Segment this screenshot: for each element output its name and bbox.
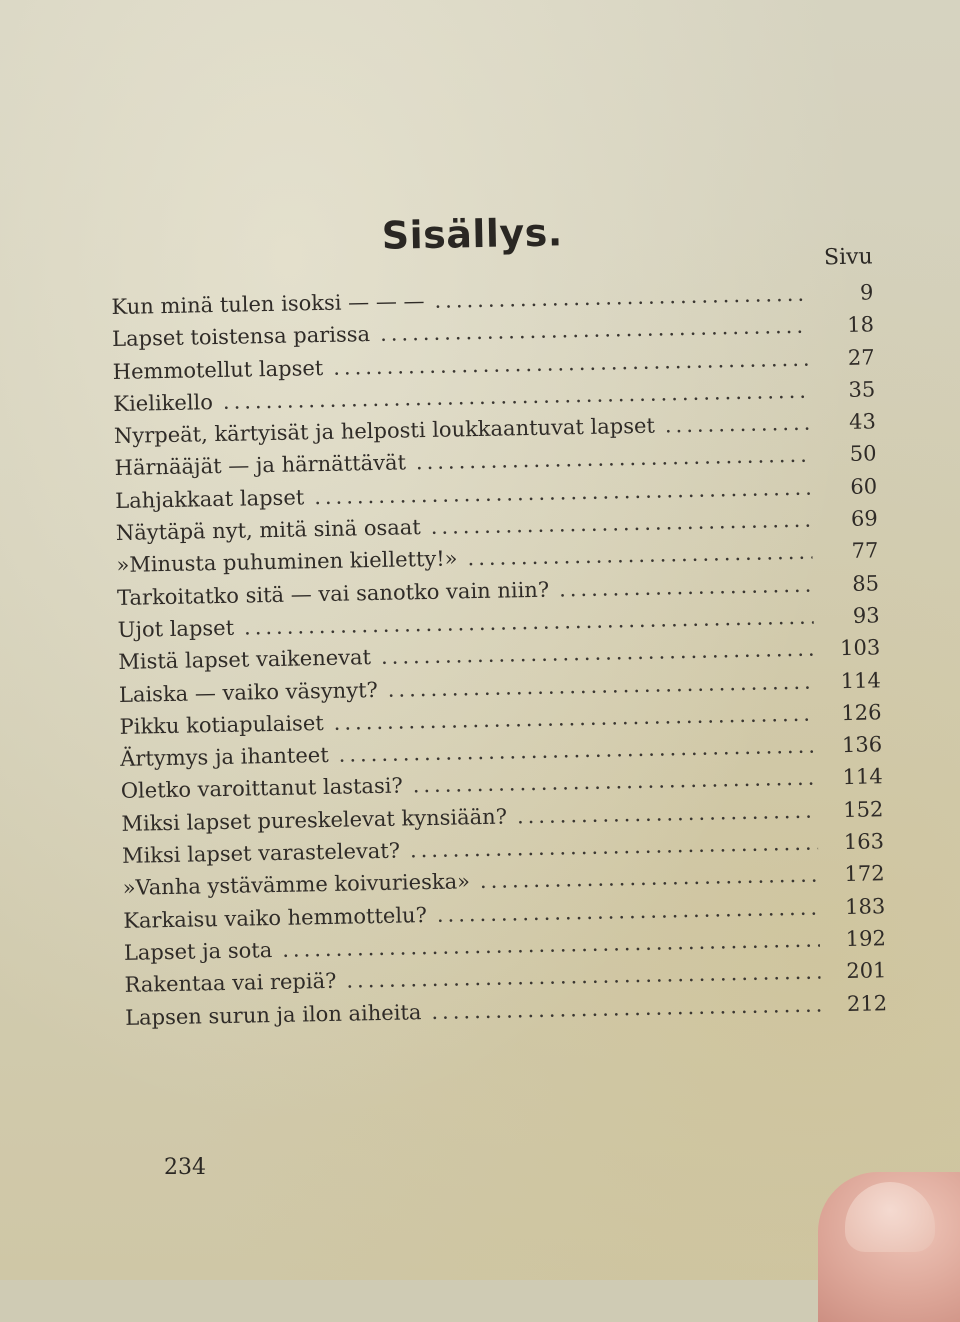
toc-entry-page: 114	[840, 667, 882, 693]
toc-entry-title: Karkaisu vaiko hemmottelu?	[123, 902, 428, 933]
dot-leader	[434, 282, 807, 313]
toc-entry-title: Näytäpä nyt, mitä sinä osaat	[115, 515, 421, 546]
page-title: Sisällys.	[381, 210, 564, 258]
page-column-header: Sivu	[823, 244, 873, 271]
dot-leader	[480, 863, 819, 893]
toc-entry-page: 35	[848, 377, 876, 402]
page-number: 234	[164, 1155, 206, 1180]
toc-entry-page: 60	[850, 474, 878, 499]
toc-entry-page: 50	[849, 441, 877, 467]
toc-entry-page: 9	[859, 280, 874, 305]
toc-entry-title: Mistä lapset vaikenevat	[118, 645, 372, 675]
toc-entry-page: 183	[844, 893, 886, 919]
toc-entry-title: Hemmotellut lapset	[112, 355, 324, 384]
toc-entry-page: 77	[851, 538, 879, 564]
toc-entry-title: Miksi lapset varastelevat?	[121, 838, 401, 868]
toc-entry-page: 93	[852, 603, 880, 628]
toc-entry-title: Nyrpeät, kärtyisät ja helposti loukkaantuvat lapset	[113, 413, 656, 449]
toc-entry-page: 163	[843, 829, 885, 855]
toc-entry-list	[111, 280, 887, 1037]
toc-entry-page: 136	[841, 732, 883, 758]
toc-entry-title: Rakentaa vai repiä?	[124, 969, 337, 998]
toc-entry-page: 103	[839, 635, 881, 661]
toc-entry-title: Oletko varoittanut lastasi?	[120, 773, 403, 804]
toc-entry-title: Härnääjät — ja härnättävät	[114, 450, 407, 481]
toc-entry-title: Kun minä tulen isoksi — — —	[111, 289, 425, 320]
toc-entry-title: Laiska — vaiko väsynyt?	[118, 677, 378, 707]
toc-entry-title: »Vanha ystävämme koivurieska»	[122, 869, 471, 901]
toc-entry-title: Lahjakkaat lapset	[115, 485, 305, 513]
toc-entry-title: Pikku kotiapulaiset	[119, 710, 324, 739]
toc-entry-title: Ärtymys ja ihanteet	[119, 743, 329, 772]
toc-entry-page: 212	[846, 990, 888, 1016]
toc-entry-page: 172	[844, 861, 885, 887]
toc-entry-title: Lapset ja sota	[123, 937, 273, 965]
toc-entry-page: 152	[843, 797, 884, 822]
toc-entry-page: 114	[842, 764, 883, 790]
dot-leader	[559, 572, 813, 601]
dot-leader	[517, 798, 818, 828]
toc-entry-title: »Minusta puhuminen kielletty!»	[116, 546, 458, 578]
toc-entry-page: 27	[847, 344, 875, 370]
toc-entry-page: 201	[846, 958, 887, 984]
toc-entry-page: 18	[847, 312, 875, 338]
toc-entry-title: Miksi lapset pureskelevat kynsiään?	[121, 804, 508, 836]
toc-entry-page: 126	[841, 700, 882, 725]
toc-entry-page: 85	[852, 571, 880, 596]
dot-leader	[665, 411, 810, 438]
toc-entry-title: Lapsen surun ja ilon aiheita	[124, 999, 422, 1030]
toc-entry-page: 43	[848, 409, 877, 435]
toc-entry-title: Tarkoitatko sitä — vai sanotko vain niin?	[116, 577, 550, 610]
toc-entry-page: 192	[845, 926, 887, 951]
toc-entry-title: Ujot lapset	[117, 615, 235, 642]
toc-entry-title: Lapset toistensa parissa	[111, 322, 371, 352]
toc-entry-title: Kielikello	[113, 389, 214, 416]
toc-entry-page: 69	[850, 506, 878, 531]
